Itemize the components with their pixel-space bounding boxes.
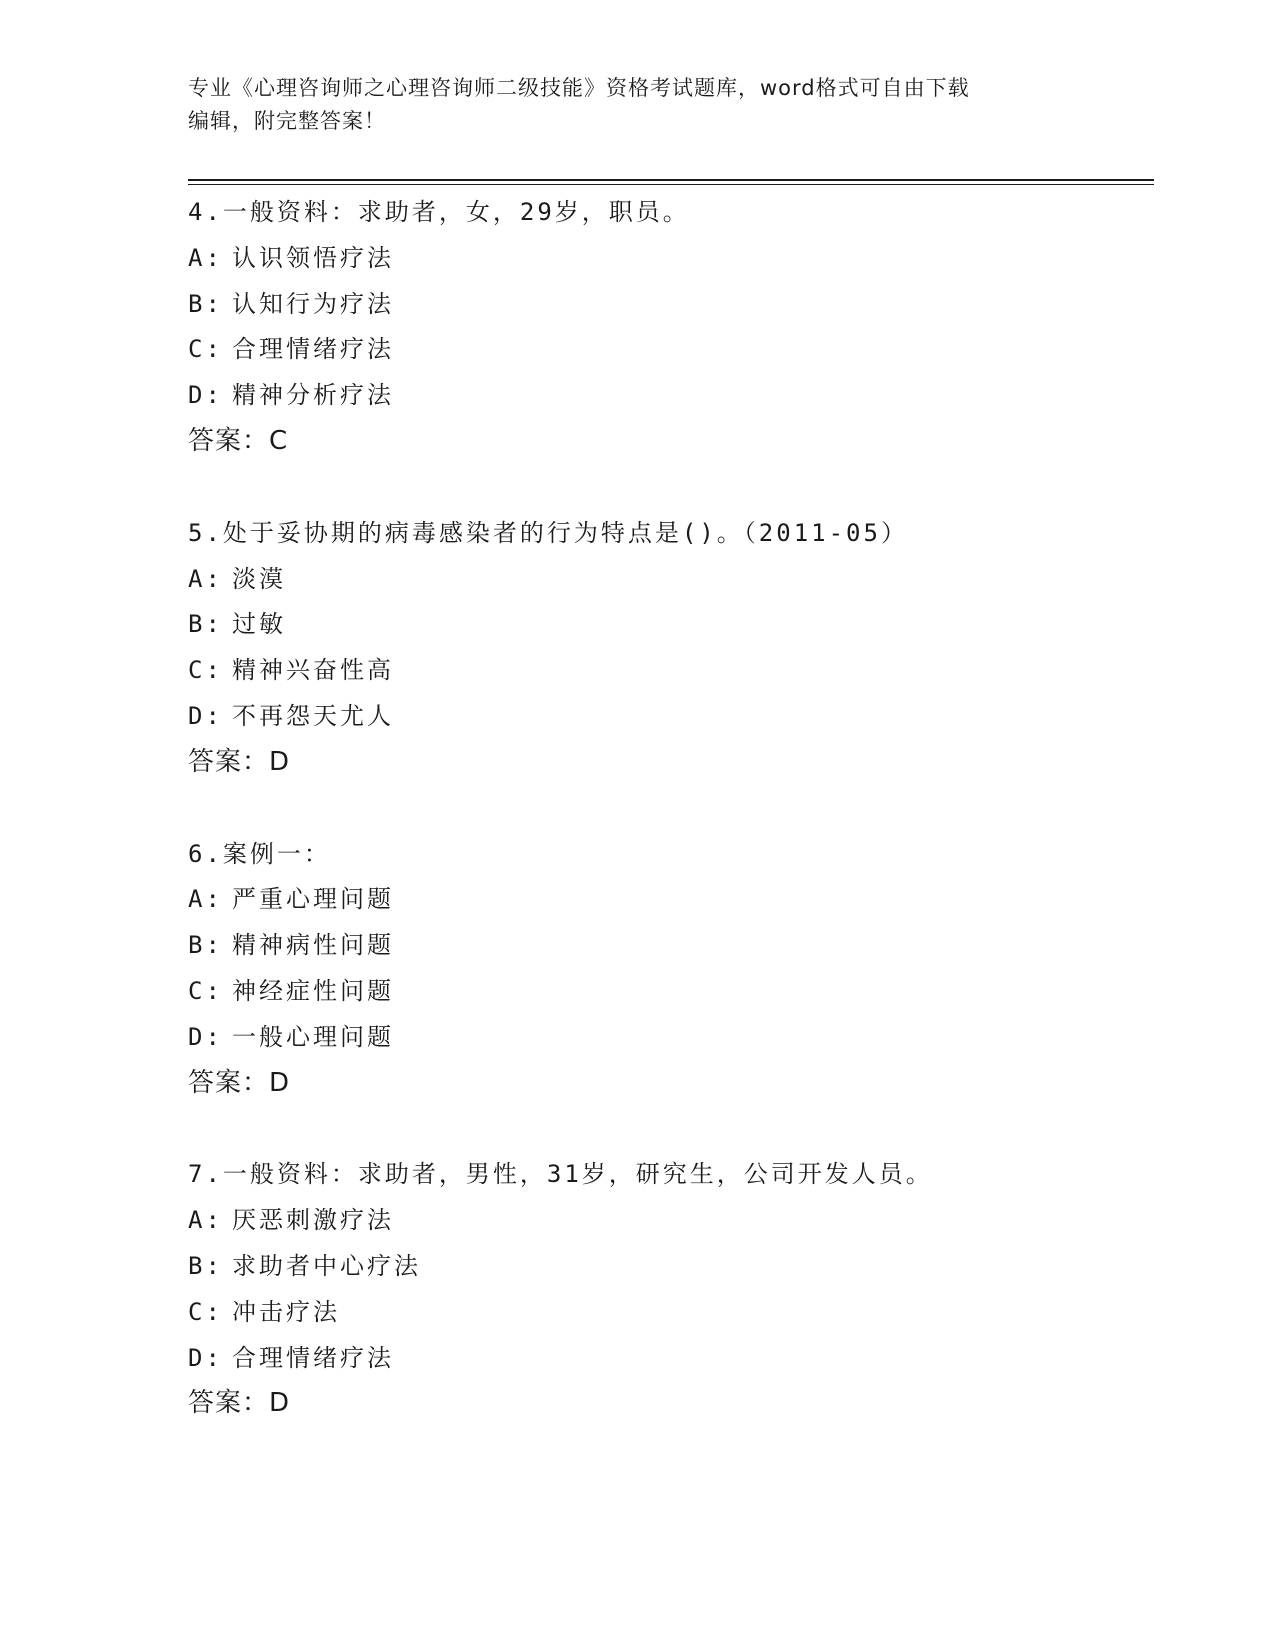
option-letter: C:	[188, 335, 223, 364]
option-a	[188, 877, 1148, 923]
option-d	[188, 373, 1148, 419]
option-text: 合理情绪疗法	[232, 1343, 394, 1372]
question-4	[188, 190, 1148, 465]
option-letter: D:	[188, 701, 223, 730]
option-text: 求助者中心疗法	[232, 1251, 421, 1280]
option-text: 冲击疗法	[232, 1297, 340, 1326]
header-divider-thick	[188, 179, 1154, 181]
option-letter: D:	[188, 1343, 223, 1372]
question-stem: 7.一般资料：求助者，男性，31岁，研究生，公司开发人员。	[188, 1160, 933, 1189]
question-stem: 4.一般资料：求助者，女，29岁，职员。	[188, 198, 690, 226]
option-b	[188, 923, 1148, 969]
question-7	[188, 1152, 1148, 1427]
answer-line: 答案：D	[188, 746, 291, 777]
option-letter: B:	[188, 289, 223, 318]
option-text: 精神病性问题	[232, 931, 394, 960]
option-letter: B:	[188, 610, 223, 639]
option-text: 淡漠	[232, 564, 286, 593]
option-a	[188, 557, 1148, 603]
option-c	[188, 648, 1148, 694]
option-a	[188, 236, 1148, 282]
option-text: 精神兴奋性高	[232, 656, 394, 685]
option-c	[188, 969, 1148, 1015]
option-b	[188, 282, 1148, 328]
option-d	[188, 694, 1148, 740]
option-letter: B:	[188, 931, 223, 960]
question-list	[188, 190, 1148, 1473]
option-text: 认知行为疗法	[232, 289, 394, 318]
option-text: 厌恶刺激疗法	[232, 1206, 394, 1235]
answer-line: 答案：C	[188, 425, 289, 456]
option-letter: C:	[188, 1297, 223, 1326]
header-line-2: 编辑，附完整答案！	[188, 109, 386, 133]
question-5	[188, 511, 1148, 786]
option-letter: D:	[188, 381, 223, 410]
option-d	[188, 1015, 1148, 1061]
option-text: 神经症性问题	[232, 976, 394, 1005]
question-6	[188, 832, 1148, 1107]
option-d	[188, 1336, 1148, 1382]
header-divider-thin	[188, 184, 1154, 185]
answer-line: 答案：D	[188, 1067, 291, 1098]
option-text: 合理情绪疗法	[232, 335, 394, 364]
option-letter: D:	[188, 1022, 223, 1051]
header-line-1: 专业《心理咨询师之心理咨询师二级技能》资格考试题库，word格式可自由下载	[188, 76, 970, 100]
option-letter: C:	[188, 656, 223, 685]
document-header	[188, 72, 1078, 138]
option-letter: C:	[188, 976, 223, 1005]
question-stem: 6.案例一：	[188, 839, 331, 868]
option-text: 过敏	[232, 610, 286, 639]
option-text: 严重心理问题	[232, 885, 394, 914]
option-letter: A:	[188, 885, 223, 914]
option-b	[188, 1244, 1148, 1290]
option-letter: A:	[188, 1206, 223, 1235]
option-letter: B:	[188, 1251, 223, 1280]
option-letter: A:	[188, 243, 223, 272]
option-text: 精神分析疗法	[232, 381, 394, 410]
option-text: 认识领悟疗法	[232, 243, 394, 272]
option-text: 一般心理问题	[232, 1022, 394, 1051]
question-stem: 5.处于妥协期的病毒感染者的行为特点是()。（2011-05）	[188, 518, 908, 547]
option-b	[188, 602, 1148, 648]
option-c	[188, 1290, 1148, 1336]
option-text: 不再怨天尤人	[232, 701, 394, 730]
answer-line: 答案：D	[188, 1388, 291, 1419]
option-letter: A:	[188, 564, 223, 593]
option-a	[188, 1198, 1148, 1244]
option-c	[188, 327, 1148, 373]
